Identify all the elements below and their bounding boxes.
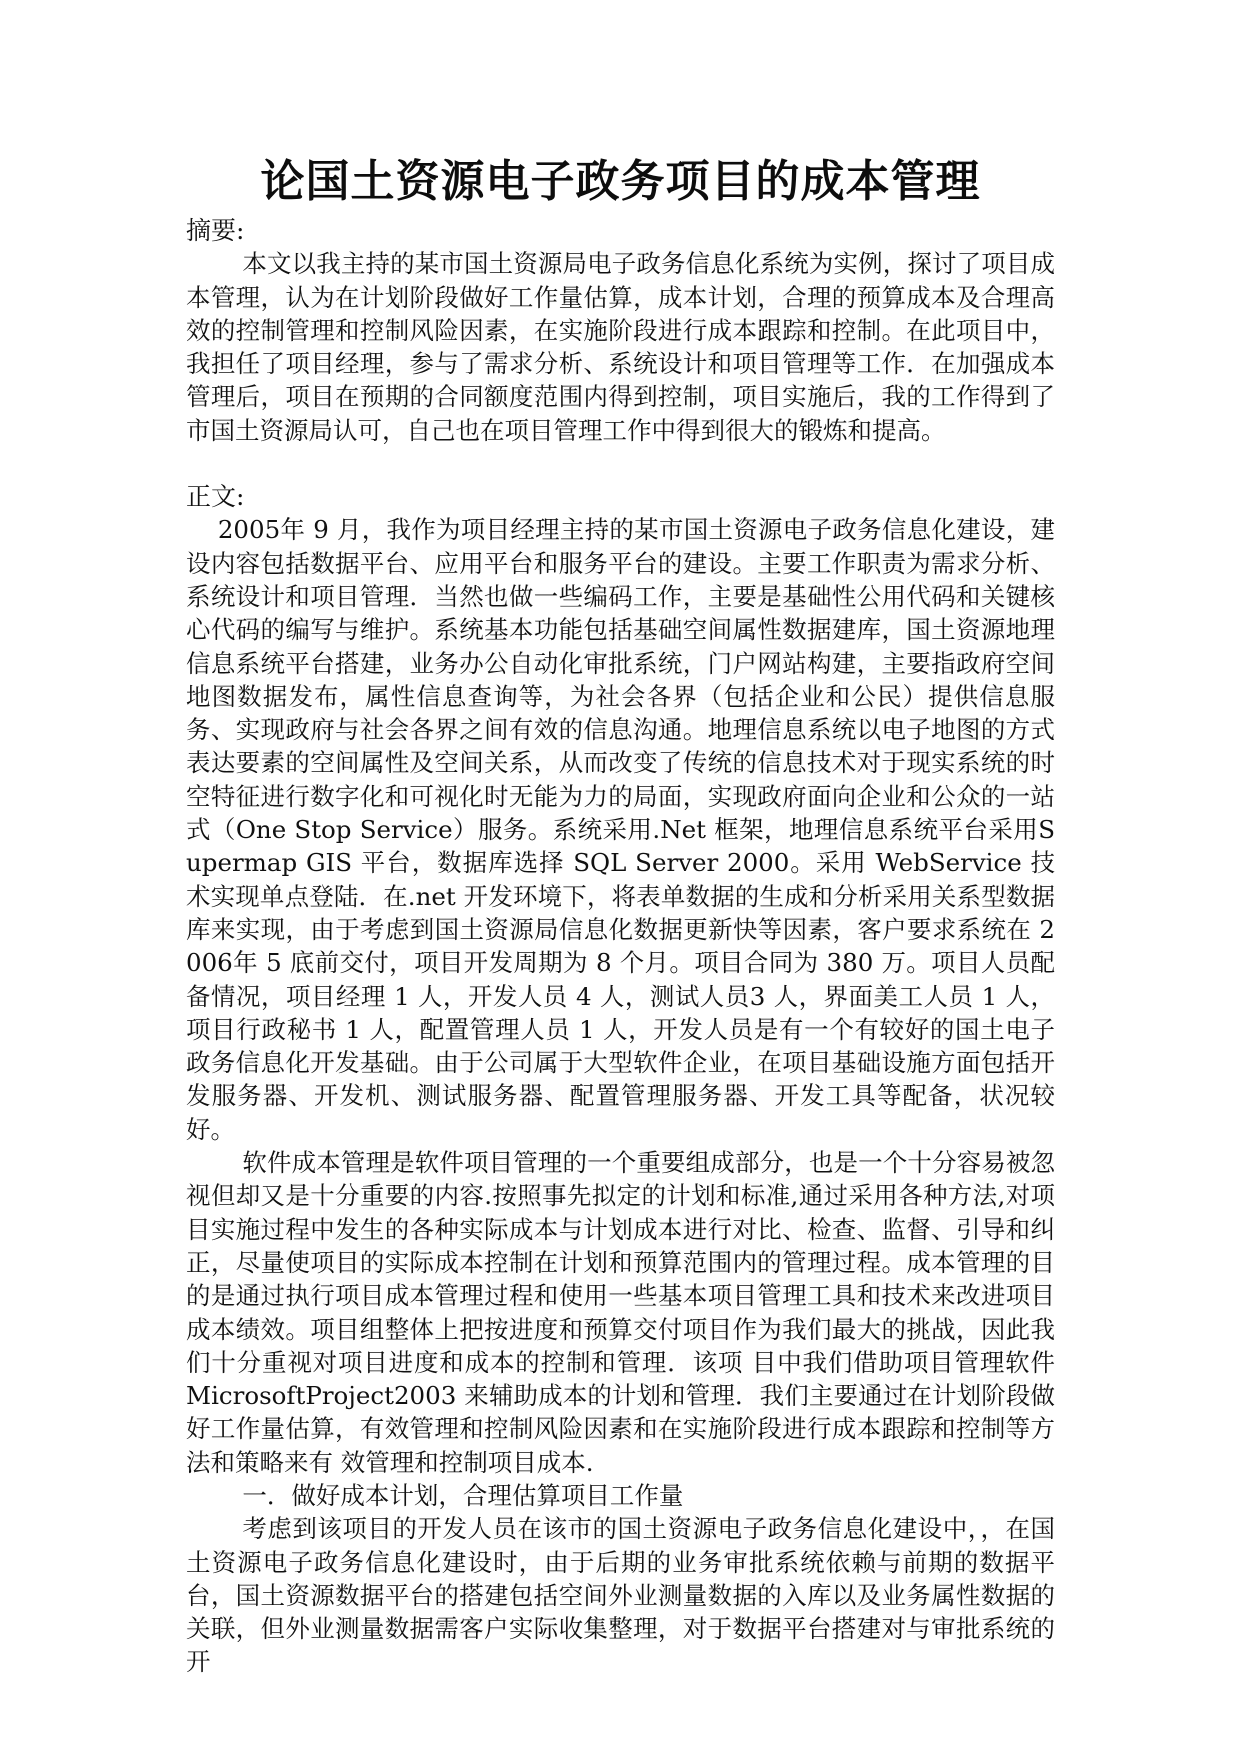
document-title: 论国土资源电子政务项目的成本管理 <box>260 156 981 207</box>
body-label: 正文: <box>186 482 245 512</box>
section-spacer <box>186 447 1055 480</box>
body-paragraph: 考虑到该项目的开发人员在该市的国土资源电子政务信息化建设中，，在国土资源电子政务信息化建设时，由于后期的业务审批系统依赖与前期的数据平台，国土资源数据平台的搭建包括空间外业测量数据的入库以及业务属性数据的关联，但外业测量数据需客户实际收集整理，对于数据平台搭建对与审批系统的开 <box>186 1514 1055 1677</box>
section-heading: 一．做好成本计划，合理估算项目工作量 <box>242 1480 684 1510</box>
abstract-text: 本文以我主持的某市国土资源局电子政务信息化系统为实例，探讨了项目成本管理，认为在计划阶段做好工作量估算，成本计划，合理的预算成本及合理高效的控制管理和控制风险因素，在实施阶段进行成本跟踪和控制。在此项目中，我担任了项目经理，参与了需求分析、系统设计和项目管理等工作．在加强成本管理后，项目在预期的合同额度范围内得到控制，项目实施后，我的工作得到了市国土资源局认可，自己也在项目管理工作中得到很大的锻炼和提高。 <box>186 249 1055 445</box>
abstract-label: 摘要: <box>186 216 245 245</box>
body-paragraph: 2005年 9 月，我作为项目经理主持的某市国土资源电子政务信息化建设，建设内容包括数据平台、应用平台和服务平台的建设。主要工作职责为需求分析、系统设计和项目管理．当然也做一些编码工作，主要是基础性公用代码和关键核心代码的编写与维护。系统基本功能包括基础空间属性数据建库，国土资源地理信息系统平台搭建，业务办公自动化审批系统，门户网站构建，主要指政府空间地图数据发布，属性信息查询等，为社会各界（包括企业和公民）提供信息服务、实现政府与社会各界之间有效的信息沟通。地理信息系统以电子地图的方式表达要素的空间属性及空间关系，从而改变了传统的信息技术对于现实系统的时空特征进行数字化和可视化时无能为力的局面，实现政府面向企业和公众的一站式（One Stop Service）服务。系统采用.Net 框架，地理信息系统平台采用Supermap GIS 平台，数据库选择 SQL Server 2000。采用 WebService 技术实现单点登陆．在.net 开发环境下，将表单数据的生成和分析采用关系型数据库来实现，由于考虑到国土资源局信息化数据更新快等因素，客户要求系统在 2006年 5 底前交付，项目开发周期为 8 个月。项目合同为 380 万。项目人员配备情况，项目经理 1 人，开发人员 4 人，测试人员3 人，界面美工人员 1 人，项目行政秘书 1 人，配置管理人员 1 人，开发人员是有一个有较好的国土电子政务信息化开发基础。由于公司属于大型软件企业，在项目基础设施方面包括开发服务器、开发机、测试服务器、配置管理服务器、开发工具等配备，状况较好。 <box>186 515 1055 1144</box>
body-paragraph: 软件成本管理是软件项目管理的一个重要组成部分，也是一个十分容易被忽视但却又是十分重要的内容.按照事先拟定的计划和标准,通过采用各种方法,对项目实施过程中发生的各种实际成本与计划成本进行对比、检查、监督、引导和纠正，尽量使项目的实际成本控制在计划和预算范围内的管理过程。成本管理的目的是通过执行项目成本管理过程和使用一些基本项目管理工具和技术来改进项目成本绩效。项目组整体上把按进度和预算交付项目作为我们最大的挑战，因此我们十分重视对项目进度和成本的控制和管理．该项 目中我们借助项目管理软件 MicrosoftProject2003 来辅助成本的计划和管理．我们主要通过在计划阶段做好工作量估算，有效管理和控制风险因素和在实施阶段进行成本跟踪和控制等方法和策略来有 效管理和控制项目成本. <box>186 1148 1055 1477</box>
